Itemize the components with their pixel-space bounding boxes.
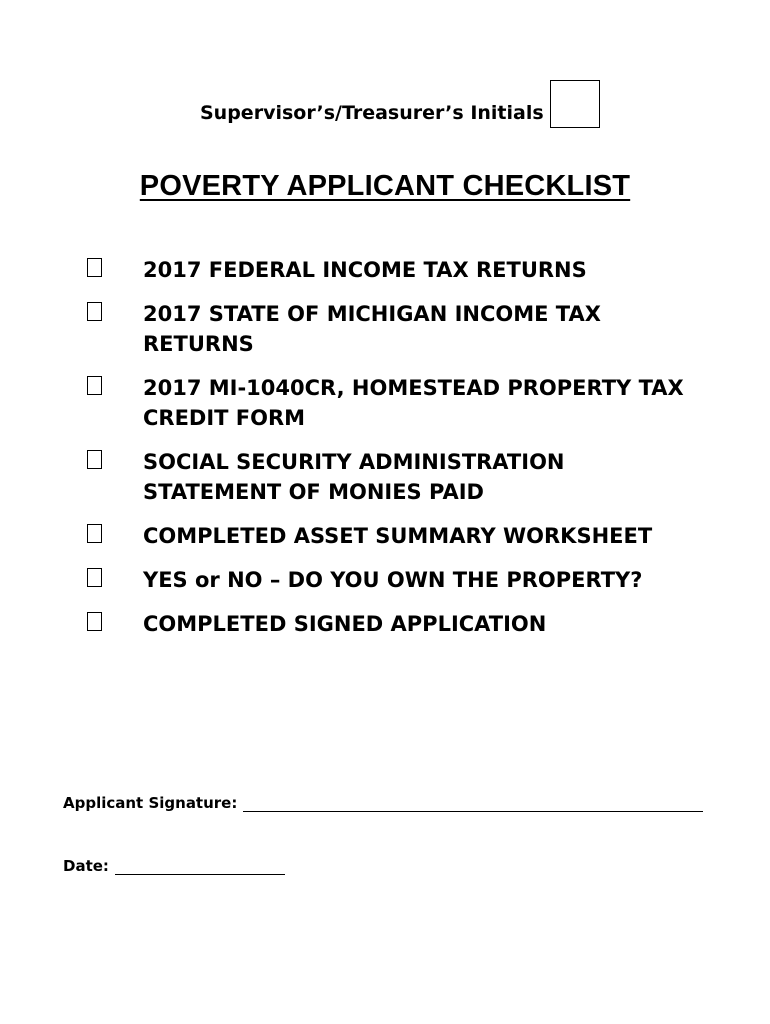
checklist-item-label: COMPLETED ASSET SUMMARY WORKSHEET	[143, 524, 653, 548]
date-label: Date:	[63, 857, 109, 875]
checkbox[interactable]	[87, 258, 102, 277]
initials-label: Supervisor’s/Treasurer’s Initials	[200, 102, 544, 124]
checklist-item	[87, 565, 747, 595]
checkbox[interactable]	[87, 524, 102, 543]
checkbox[interactable]	[87, 568, 102, 587]
date-field[interactable]	[115, 858, 285, 875]
signature-label: Applicant Signature:	[63, 794, 238, 812]
checklist	[87, 255, 747, 653]
signature-section	[63, 794, 703, 812]
checkbox[interactable]	[87, 612, 102, 631]
checklist-item-label: YES or NO – DO YOU OWN THE PROPERTY?	[143, 568, 643, 592]
checkbox[interactable]	[87, 450, 102, 469]
checkbox[interactable]	[87, 376, 102, 395]
checklist-item	[87, 373, 747, 433]
checkbox[interactable]	[87, 302, 102, 321]
checklist-item	[87, 255, 747, 285]
checklist-item-label: SOCIAL SECURITY ADMINISTRATION STATEMENT OF MONIES PAID	[143, 450, 565, 504]
signature-field[interactable]	[243, 795, 703, 812]
checklist-item-label: 2017 STATE OF MICHIGAN INCOME TAX RETURNS	[143, 302, 601, 356]
checklist-item	[87, 447, 747, 507]
date-section	[63, 857, 285, 875]
checklist-item-label: 2017 FEDERAL INCOME TAX RETURNS	[143, 258, 587, 282]
checklist-item-label: COMPLETED SIGNED APPLICATION	[143, 612, 547, 636]
checklist-item	[87, 609, 747, 639]
initials-box[interactable]	[550, 80, 600, 128]
checklist-item	[87, 521, 747, 551]
page-title: POVERTY APPLICANT CHECKLIST	[139, 170, 631, 202]
checklist-item-label: 2017 MI-1040CR, HOMESTEAD PROPERTY TAX CREDIT FORM	[143, 376, 684, 430]
checklist-item	[87, 299, 747, 359]
initials-section	[200, 80, 600, 128]
